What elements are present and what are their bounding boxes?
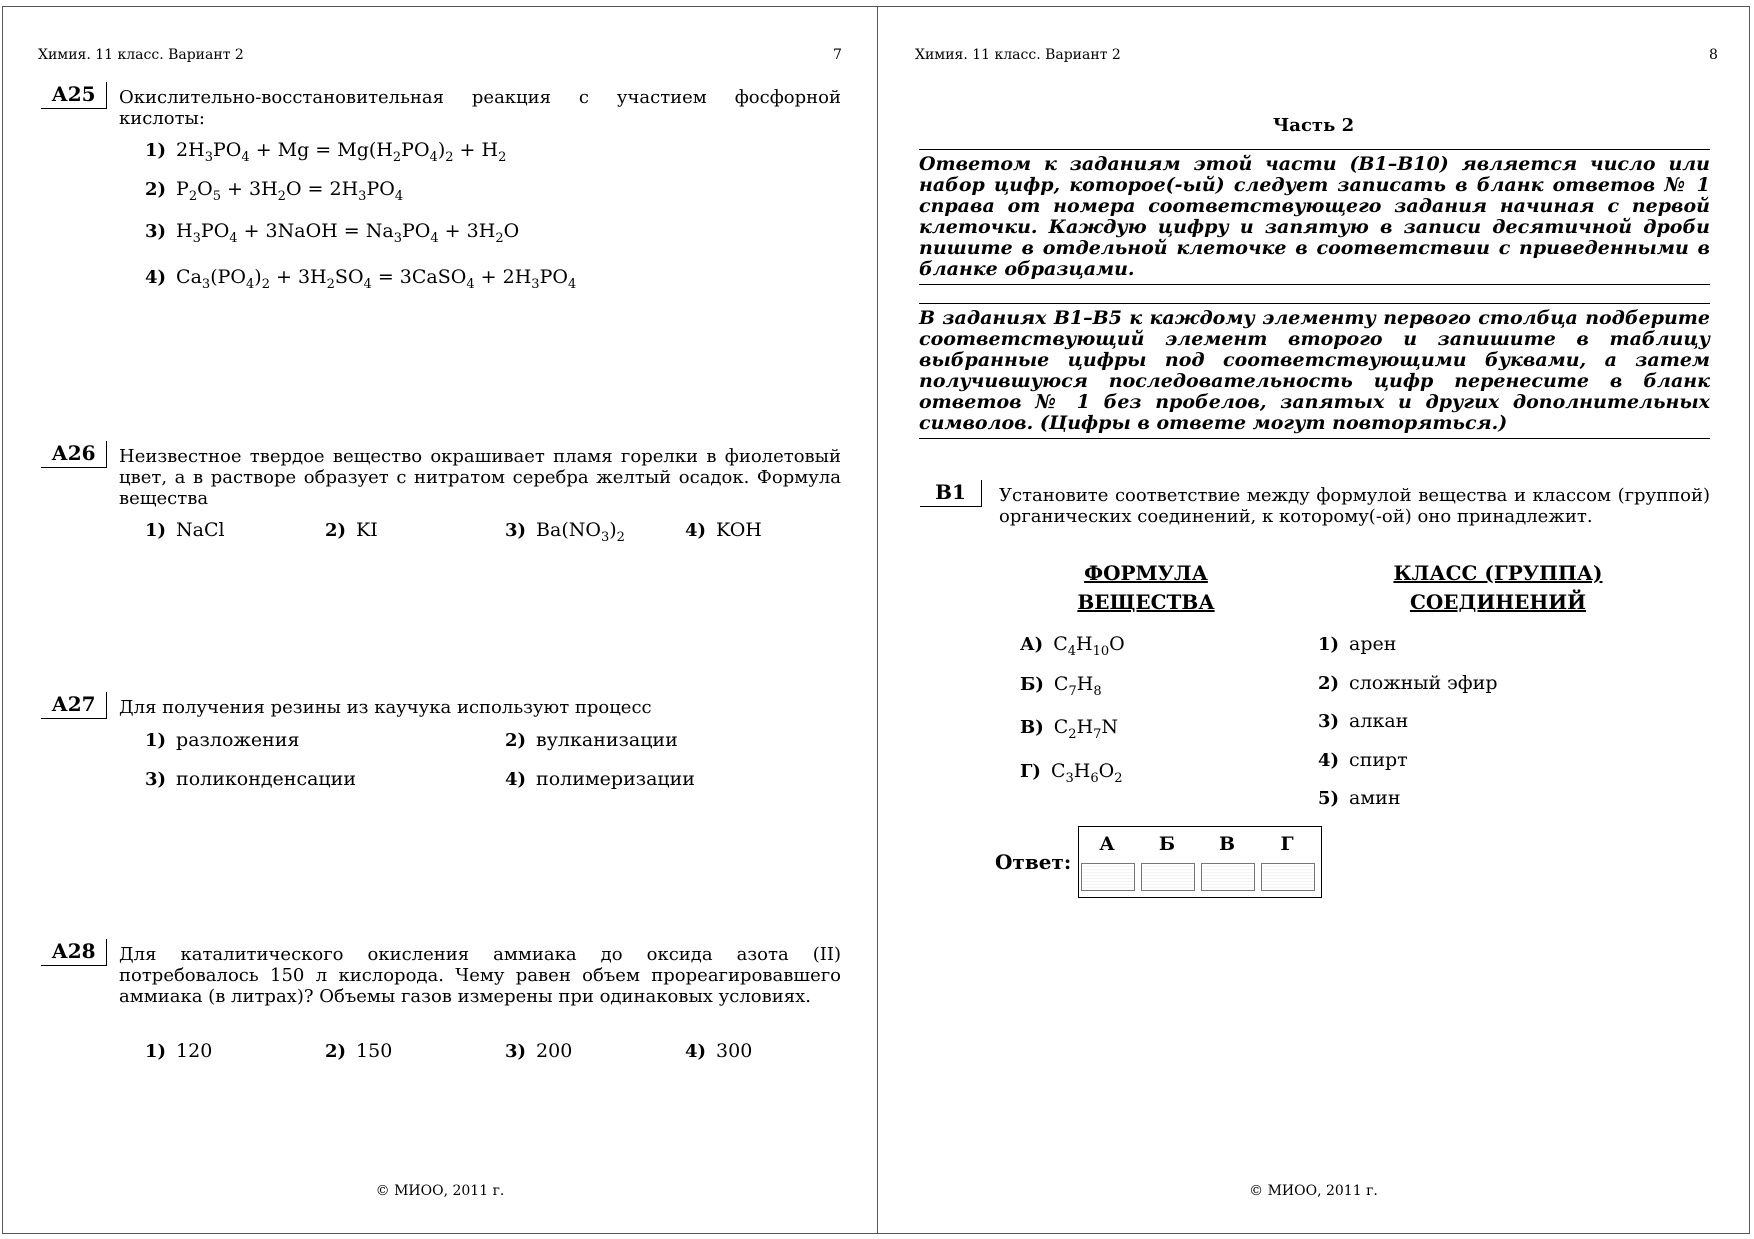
question-text-b1: Установите соответствие между формулой вещества и классом (группой) органических соединений, к которому(-ой) оно принадлежит. bbox=[999, 485, 1710, 527]
answer-col-v: В bbox=[1218, 833, 1236, 855]
a28-option-4: 4) 300 bbox=[685, 1040, 753, 1062]
a26-option-2: 2) KI bbox=[325, 519, 378, 541]
a26-option-4: 4) KOH bbox=[685, 519, 762, 541]
question-label-a27: А27 bbox=[41, 692, 107, 719]
question-label-a28: А28 bbox=[41, 939, 107, 966]
a25-option-2: 2) $P_2O_5 + 3H_2O = 2H_3PO_4$ bbox=[145, 178, 404, 204]
answer-col-a: А bbox=[1099, 833, 1115, 855]
question-label-a25: А25 bbox=[41, 82, 107, 109]
page-header: Химия. 11 класс. Вариант 2 bbox=[38, 47, 244, 63]
page-8 bbox=[877, 6, 1750, 1234]
b1-left-item-b: Б) $C_7H_8$ bbox=[1020, 673, 1102, 699]
answer-cell-a[interactable] bbox=[1081, 863, 1135, 891]
page-header: Химия. 11 класс. Вариант 2 bbox=[915, 47, 1121, 63]
question-label-b1: В1 bbox=[920, 480, 982, 507]
answer-col-g: Г bbox=[1280, 833, 1294, 855]
question-text-a26: Неизвестное твердое вещество окрашивает пламя горелки в фиолетовый цвет, а в растворе образует с нитратом серебра желтый осадок. Формула вещества bbox=[119, 446, 841, 509]
a28-option-2: 2) 150 bbox=[325, 1040, 393, 1062]
a28-option-3: 3) 200 bbox=[505, 1040, 573, 1062]
answer-col-b: Б bbox=[1158, 833, 1176, 855]
answer-label: Ответ: bbox=[995, 850, 1072, 874]
column-head-formula: ФОРМУЛА ВЕЩЕСТВА bbox=[1077, 561, 1215, 614]
b1-left-item-g: Г) $C_3H_6O_2$ bbox=[1020, 760, 1123, 786]
page-footer: © МИОО, 2011 г. bbox=[375, 1183, 505, 1199]
b1-left-item-v: В) $C_2H_7N$ bbox=[1020, 716, 1119, 742]
question-text-a28: Для каталитического окисления аммиака до оксида азота (II) потребовалось 150 л кислорода. Чему равен объем прореагировавшего аммиака (в литрах)? Объемы газов измерены при одинаковых условиях. bbox=[119, 944, 841, 1007]
answer-cell-v[interactable] bbox=[1201, 863, 1255, 891]
a26-option-1: 1) NaCl bbox=[145, 519, 225, 541]
a28-option-1: 1) 120 bbox=[145, 1040, 213, 1062]
page-number: 8 bbox=[1709, 47, 1718, 63]
page-footer: © МИОО, 2011 г. bbox=[1249, 1183, 1378, 1199]
a25-option-3: 3) $H_3PO_4$ + 3NaOH = $Na_3PO_4 + 3H_2O$ bbox=[145, 220, 520, 246]
question-text-a27: Для получения резины из каучука используют процесс bbox=[119, 697, 652, 718]
a25-option-4: 4) $Ca_3(PO_4)_2 + 3H_2SO_4$ = 3CaSO$_4$ + $2H_3PO_4$ bbox=[145, 266, 577, 292]
column-head-class: КЛАСС (ГРУППА) СОЕДИНЕНИЙ bbox=[1393, 561, 1603, 614]
a27-option-2: 2) вулканизации bbox=[505, 729, 678, 751]
answer-cell-b[interactable] bbox=[1141, 863, 1195, 891]
question-text-a25: Окислительно-восстановительная реакция с участием фосфорной кислоты: bbox=[119, 87, 841, 129]
a27-option-3: 3) поликонденсации bbox=[145, 768, 356, 790]
instruction-part2: Ответом к заданиям этой части (В1–В10) является число или набор цифр, которое(-ый) следует записать в бланк ответов № 1 справа от номера соответствующего задания начиная с первой клеточки. Каждую цифру и запятую в записи десятичной дроби пишите в отдельной клеточке в соответствии с приведенными в бланке образцами. bbox=[919, 149, 1710, 285]
b1-right-item-4: 4) спирт bbox=[1318, 749, 1408, 771]
a25-option-1: 1) $2H_3PO_4 + Mg = Mg(H_2PO_4)_2 + H_2$ bbox=[145, 139, 507, 165]
b1-right-item-5: 5) амин bbox=[1318, 787, 1401, 809]
a27-option-4: 4) полимеризации bbox=[505, 768, 695, 790]
a27-option-1: 1) разложения bbox=[145, 729, 300, 751]
answer-table bbox=[1078, 826, 1322, 898]
page-7 bbox=[2, 6, 878, 1234]
b1-right-item-3: 3) алкан bbox=[1318, 710, 1409, 732]
b1-left-item-a: А) $C_4H_{10}O$ bbox=[1020, 633, 1125, 659]
b1-right-item-1: 1) арен bbox=[1318, 633, 1397, 655]
a26-option-3: 3) $Ba(NO_3)_2$ bbox=[505, 519, 625, 545]
answer-cell-g[interactable] bbox=[1261, 863, 1315, 891]
page-number: 7 bbox=[833, 47, 842, 63]
instruction-b1-b5: В заданиях В1–В5 к каждому элементу первого столбца подберите соответствующий элемент второго и запишите в таблицу выбранные цифры под соответствующими буквами, а затем получившуюся последовательность цифр перенесите в бланк ответов № 1 без пробелов, запятых и других дополнительных символов. (Цифры в ответе могут повторяться.) bbox=[919, 303, 1710, 439]
b1-right-item-2: 2) сложный эфир bbox=[1318, 672, 1498, 694]
question-label-a26: А26 bbox=[41, 441, 107, 468]
part-title: Часть 2 bbox=[1272, 115, 1355, 136]
